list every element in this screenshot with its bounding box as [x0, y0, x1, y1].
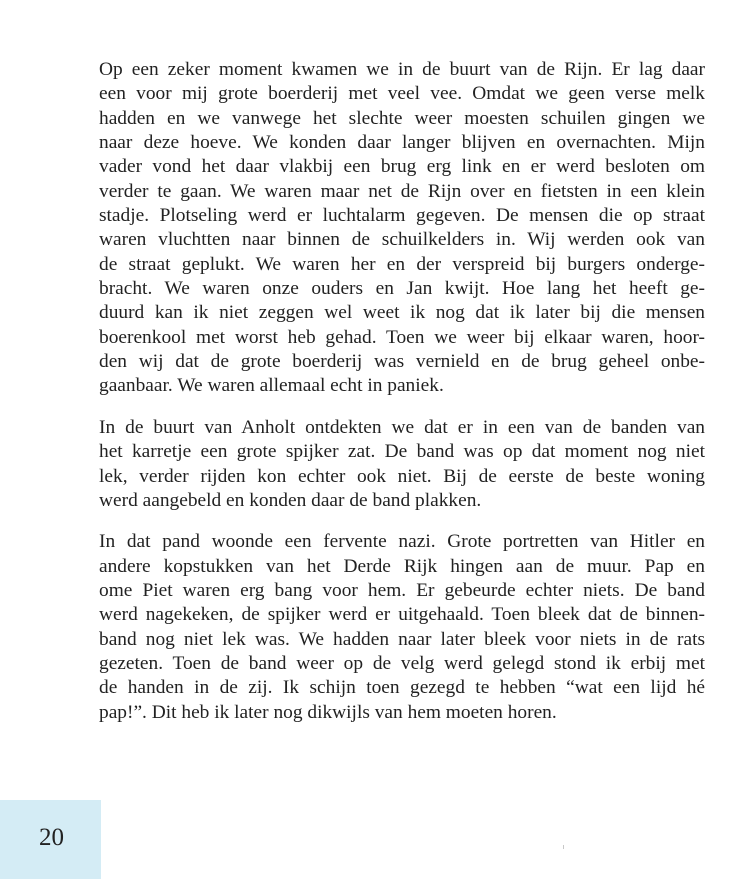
text-line: stadje. Plotseling werd er luchtalarm gegeven. De mensen die op straat	[99, 205, 705, 227]
text-line: de straat geplukt. We waren her en der verspreid bij burgers onderge-	[99, 253, 705, 275]
paragraph-1	[99, 58, 705, 399]
paragraph-3	[99, 530, 705, 725]
text-line: band nog niet lek was. We hadden naar later bleek voor niets in de rats	[99, 628, 705, 650]
text-line: een voor mij grote boerderij met veel vee. Omdat we geen verse melk	[99, 83, 705, 105]
text-line: vader vond het daar vlakbij een brug erg link en er werd besloten om	[99, 156, 705, 178]
body-text	[99, 58, 705, 742]
text-line: bracht. We waren onze ouders en Jan kwijt. Hoe lang het heeft ge-	[99, 278, 705, 300]
scan-speck	[563, 845, 564, 849]
text-line: het karretje een grote spijker zat. De band was op dat moment nog niet	[99, 441, 705, 463]
page-number: 20	[39, 824, 64, 851]
text-line: gezeten. Toen de band weer op de velg werd gelegd stond ik erbij met	[99, 652, 705, 674]
text-line: boerenkool met worst heb gehad. Toen we weer bij elkaar waren, hoor-	[99, 326, 705, 348]
paragraph-2	[99, 416, 705, 513]
text-line: In dat pand woonde een fervente nazi. Grote portretten van Hitler en	[99, 531, 705, 553]
text-line: duurd kan ik niet zeggen wel weet ik nog dat ik later bij die mensen	[99, 302, 705, 324]
text-line: den wij dat de grote boerderij was vernield en de brug geheel onbe-	[99, 351, 705, 373]
text-line: naar deze hoeve. We konden daar langer blijven en overnachten. Mijn	[99, 132, 705, 154]
text-line: pap!”. Dit heb ik later nog dikwijls van hem moeten horen.	[99, 701, 557, 723]
text-line: werd nagekeken, de spijker werd er uitgehaald. Toen bleek dat de binnen-	[99, 604, 705, 626]
text-line: gaanbaar. We waren allemaal echt in paniek.	[99, 375, 444, 397]
text-line: ome Piet waren erg bang voor hem. Er gebeurde echter niets. De band	[99, 579, 705, 601]
text-line: lek, verder rijden kon echter ook niet. Bij de eerste de beste woning	[99, 465, 705, 487]
text-line: andere kopstukken van het Derde Rijk hingen aan de muur. Pap en	[99, 555, 705, 577]
text-line: werd aangebeld en konden daar de band plakken.	[99, 489, 482, 511]
text-line: waren vluchtten naar binnen de schuilkelders in. Wij werden ook van	[99, 229, 705, 251]
text-line: In de buurt van Anholt ontdekten we dat er in een van de banden van	[99, 416, 705, 438]
text-line: de handen in de zij. Ik schijn toen gezegd te hebben “wat een lijd hé	[99, 677, 705, 699]
text-line: verder te gaan. We waren maar net de Rijn over en fietsten in een klein	[99, 180, 705, 202]
text-line: Op een zeker moment kwamen we in de buurt van de Rijn. Er lag daar	[99, 59, 705, 80]
text-line: hadden en we vanwege het slechte weer moesten schuilen gingen we	[99, 107, 705, 129]
